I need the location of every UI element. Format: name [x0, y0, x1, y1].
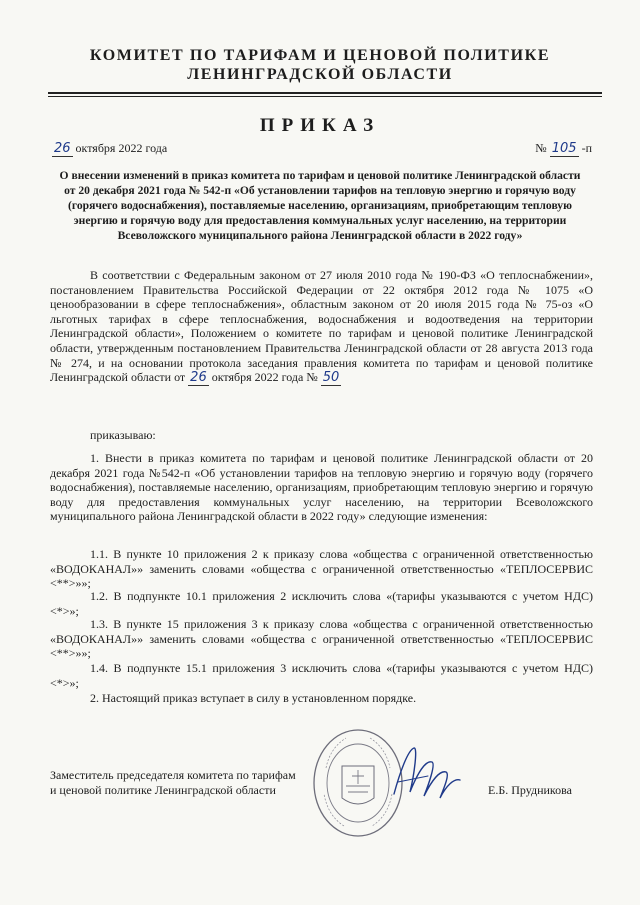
date-rest: октября 2022 года: [72, 141, 168, 155]
number-suffix: -п: [578, 141, 592, 155]
number-handwritten: 105: [551, 141, 577, 156]
header-line-1: КОМИТЕТ ПО ТАРИФАМ И ЦЕНОВОЙ ПОЛИТИКЕ: [89, 47, 551, 64]
preamble-text: В соответствии с Федеральным законом от 27 июля 2010 года № 190-ФЗ «О теплоснабжении», постановлением Правительства Российской Федерации от 22 октября 2012 года № 1075 «О ценообразовании в сфере теплоснабжения», областным законом от 20 июля 2015 года № 75-оз «О льготных тарифах в сфере теплоснабжения, водоснабжения и водоотведения на территории Ленинградской области», Положением о комитете по тарифам и ценовой политике Ленинградской области, утвержденным постановлением Правительства Ленинградской области от 28 августа 2013 года № 274, и на основании протокола заседания правления комитета по тарифам и ценовой политике Ленинградской области от: [50, 268, 593, 385]
item-1: 1. Внести в приказ комитета по тарифам и ценовой политике Ленинградской области от 20 декабря 2021 года №542-п «Об установлении тарифов на тепловую энергию и горячую воду (горячего водоснабжения), поставляемые населению, организациям, приобретающим тепловую энергию и горячую воду для предоставления коммунальных услуг населению, на территории Всеволожского муниципального района Ленинградской области в 2022 году» следующие изменения:: [50, 451, 593, 524]
header-rule-thick: [48, 92, 602, 94]
signatory-position: [50, 768, 296, 798]
item-1-3: 1.3. В пункте 15 приложения 3 к приказу слова «общества с ограниченной ответственностью «ВОДОКАНАЛ»» заменить словами «общества с ограниченной ответственностью «ТЕПЛОСЕРВИС <**>»»;: [50, 617, 593, 661]
document-number: [535, 141, 592, 156]
item-2: 2. Настоящий приказ вступает в силу в установленном порядке.: [90, 691, 417, 705]
item-1-4: 1.4. В подпункте 15.1 приложения 3 исключить слова «(тарифы указываются с учетом НДС) <*>»;: [50, 661, 593, 690]
item-1-1: 1.1. В пункте 10 приложения 2 к приказу слова «общества с ограниченной ответственностью «ВОДОКАНАЛ»» заменить словами «общества с ограниченной ответственностью «ТЕПЛОСЕРВИС <**>»»;: [50, 547, 593, 591]
document-subject: О внесении изменений в приказ комитета по тарифам и ценовой политике Ленинградской области от 20 декабря 2021 года № 542-п «Об установлении тарифов на тепловую энергию и горячую воду (горячего водоснабжения), поставляемые населению, организациям, приобретающим тепловую энергию и горячую воду для предоставления коммунальных услуг населению, на территории Всеволожского муниципального района Ленинградской области в 2022 году»: [59, 169, 581, 242]
document-title: ПРИКАЗ: [259, 115, 381, 136]
signatory-name: Е.Б. Прудникова: [488, 783, 572, 797]
preamble-text-after-day: октября 2022 года №: [208, 370, 321, 385]
protocol-number-handwritten: 50: [322, 370, 340, 386]
order-word: приказываю:: [90, 428, 156, 442]
date-day-handwritten: 26: [54, 141, 71, 156]
signatory-position-line-1: Заместитель председателя комитета по тарифам: [50, 768, 296, 782]
signatory-position-line-2: и ценовой политике Ленинградской области: [50, 783, 276, 797]
header-line-2: ЛЕНИНГРАДСКОЙ ОБЛАСТИ: [187, 66, 453, 83]
number-prefix: №: [535, 141, 550, 155]
item-1-2: 1.2. В подпункте 10.1 приложения 2 исключить слова «(тарифы указываются с учетом НДС) <*>»;: [50, 589, 593, 618]
protocol-day-handwritten: 26: [190, 370, 207, 386]
handwritten-signature: [388, 742, 464, 806]
header-rule-thin: [48, 96, 602, 97]
document-date: [52, 141, 167, 156]
preamble-paragraph: [50, 268, 593, 386]
